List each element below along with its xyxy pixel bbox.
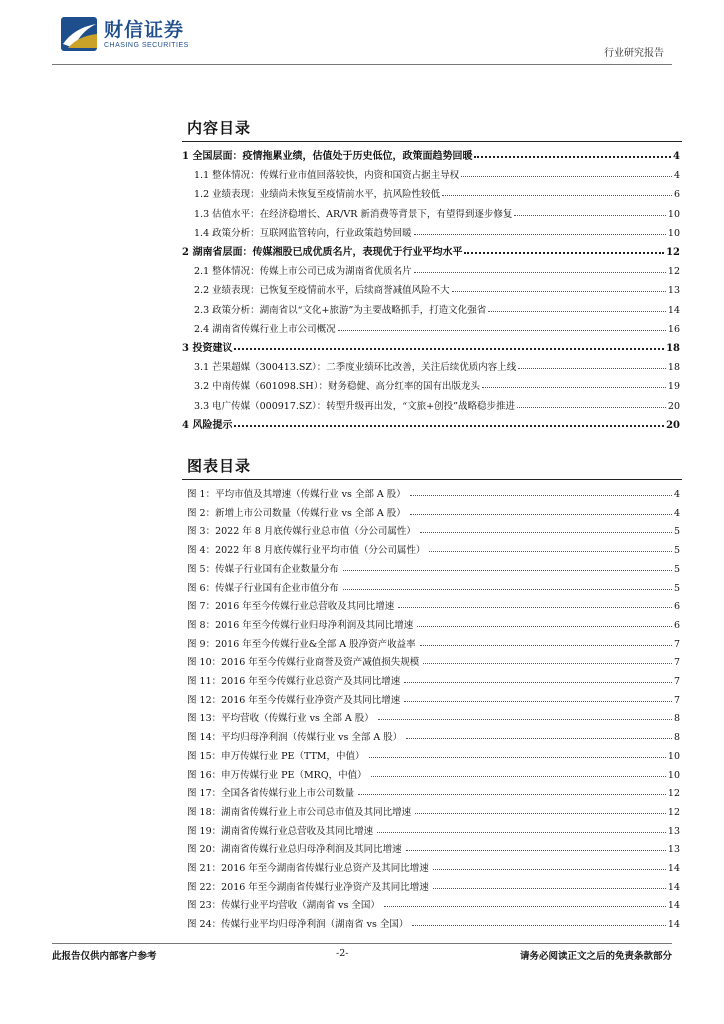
- dot-leader: [406, 738, 672, 739]
- figure-entry-label: 图 12：2016 年至今传媒行业净资产及其同比增速: [187, 694, 401, 706]
- figure-entry-label: 图 21：2016 年至今湖南省传媒行业总资产及其同比增速: [187, 863, 429, 874]
- figure-entry-page: 4: [673, 507, 680, 519]
- figure-entry-label: 图 11：2016 年至今传媒行业总资产及其同比增速: [187, 676, 401, 687]
- figure-entry[interactable]: [187, 650, 680, 668]
- dot-leader: [415, 813, 666, 814]
- dot-leader: [452, 291, 666, 292]
- toc-entry-page: 10: [667, 227, 680, 239]
- toc-entry-label: 3.3 电广传媒（000917.SZ）：转型升级再出发，“文旅+创投”战略稳步推进: [194, 400, 515, 412]
- toc-entry-label: 4 风险提示: [182, 419, 233, 431]
- figure-entry[interactable]: [187, 837, 680, 855]
- toc-entry[interactable]: [182, 355, 680, 373]
- figure-entry-page: 4: [673, 489, 680, 500]
- figure-entry-page: 13: [667, 825, 680, 837]
- dot-leader: [398, 607, 672, 608]
- toc-entry-label: 3.1 芒果超媒（300413.SZ）：二季度业绩环比改善，关注后续优质内容上线: [194, 362, 517, 374]
- figure-entry[interactable]: [187, 669, 680, 687]
- figure-entry-page: 8: [673, 713, 680, 725]
- figures-title-rule: [182, 479, 682, 480]
- toc-entry-label: 2.2 业绩表现：已恢复至疫情前水平，后续商誉减值风险不大: [194, 285, 450, 297]
- figure-entry-label: 图 4：2022 年 8 月底传媒行业平均市值（分公司属性）: [187, 545, 426, 557]
- figure-entry-label: 图 16：申万传媒行业 PE（MRQ，中值）: [187, 769, 367, 781]
- page-number: -2-: [336, 948, 349, 959]
- figure-entry-label: 图 24：传媒行业平均归母净利润（湖南省 vs 全国）: [187, 919, 409, 931]
- toc-entry[interactable]: [182, 202, 680, 220]
- toc-entry-page: 14: [667, 304, 680, 316]
- figure-entry[interactable]: [187, 781, 680, 799]
- figure-entry[interactable]: [187, 912, 680, 930]
- toc-entry-label: 2.1 整体情况：传媒上市公司已成为湖南省优质名片: [194, 266, 412, 278]
- toc-entry-page: 18: [667, 362, 680, 374]
- toc-entry-page: 19: [667, 381, 680, 393]
- toc-entry-label: 1 全国层面：疫情拖累业绩，估值处于历史低位，政策面趋势回暖: [182, 151, 473, 162]
- dot-leader: [474, 156, 671, 158]
- footer-disclaimer-right: 请务必阅读正文之后的免责条款部分: [519, 951, 672, 962]
- dot-leader: [338, 330, 666, 331]
- dot-leader: [358, 794, 666, 795]
- toc-entry-page: 4: [673, 151, 680, 162]
- logo-chinese-name: 财信证券: [104, 19, 185, 41]
- dot-leader: [234, 425, 664, 427]
- footer-divider: [52, 943, 672, 944]
- toc-entry[interactable]: [182, 374, 680, 392]
- dot-leader: [514, 215, 666, 216]
- figure-entry-page: 14: [667, 863, 680, 874]
- figure-entry-label: 图 20：湖南省传媒行业总归母净利润及其同比增速: [187, 844, 402, 856]
- toc-entry[interactable]: [182, 221, 680, 239]
- figure-entry[interactable]: [187, 594, 680, 612]
- figure-entry-page: 14: [667, 881, 680, 893]
- toc-entry-page: 18: [666, 343, 680, 354]
- figure-entry-label: 图 10：2016 年至今传媒行业商誉及资产减值损失规模: [187, 657, 420, 669]
- figure-entry-page: 12: [667, 806, 680, 818]
- toc-entry-label: 1.2 业绩表现：业绩尚未恢复至疫情前水平，抗风险性较低: [194, 189, 441, 201]
- toc-entry-label: 3 投资建议: [182, 343, 233, 354]
- figure-entry-label: 图 13：平均营收（传媒行业 vs 全部 A 股）: [187, 713, 374, 725]
- figure-entry-page: 14: [667, 900, 680, 912]
- figure-entry[interactable]: [187, 706, 680, 724]
- toc-entry-label: 1.3 估值水平：在经济稳增长、AR/VR 新消费等背景下，有望得到逐步修复: [194, 208, 513, 220]
- dot-leader: [420, 645, 672, 646]
- dot-leader: [369, 757, 666, 758]
- figure-entry[interactable]: [187, 501, 680, 519]
- footer-disclaimer-left: 此报告仅供内部客户参考: [52, 951, 157, 962]
- company-logo-icon: [60, 14, 100, 54]
- toc-entry-page: 13: [667, 285, 680, 297]
- figure-entry-page: 6: [673, 619, 680, 631]
- toc-entry[interactable]: [182, 298, 680, 316]
- toc-entry[interactable]: [182, 278, 680, 296]
- figure-entry[interactable]: [187, 632, 680, 650]
- dot-leader: [433, 869, 666, 870]
- dot-leader: [420, 532, 672, 533]
- dot-leader: [429, 551, 672, 552]
- figure-entry[interactable]: [187, 819, 680, 837]
- toc-entry-label: 1.4 政策分析：互联网监管转向，行业政策趋势回暖: [194, 227, 412, 239]
- figure-entry[interactable]: [187, 763, 680, 781]
- toc-entry-page: 6: [673, 189, 680, 201]
- figure-entry-page: 5: [673, 582, 680, 594]
- figure-entry-label: 图 15：申万传媒行业 PE（TTM，中值）: [187, 750, 365, 762]
- toc-entry-label: 2 湖南省层面：传媒湘股已成优质名片，表现优于行业平均水平: [182, 247, 463, 258]
- toc-entry-page: 20: [666, 419, 680, 431]
- dot-leader: [378, 719, 672, 720]
- figure-entry-label: 图 14：平均归母净利润（传媒行业 vs 全部 A 股）: [187, 732, 403, 744]
- figure-entry[interactable]: [187, 856, 680, 874]
- toc-entry[interactable]: [182, 336, 680, 354]
- toc-entry-label: 3.2 中南传媒（601098.SH）：财务稳健、高分红率的国有出版龙头: [194, 381, 480, 393]
- figure-entry[interactable]: [187, 519, 680, 537]
- toc-entry[interactable]: [182, 259, 680, 277]
- figure-entry-page: 7: [673, 694, 680, 706]
- figure-entry-page: 7: [673, 638, 680, 650]
- logo-english-name: CHASING SECURITIES: [104, 42, 189, 49]
- dot-leader: [488, 311, 666, 312]
- toc-entry[interactable]: [182, 182, 680, 200]
- toc-entry-page: 12: [666, 247, 680, 258]
- figure-entry[interactable]: [187, 613, 680, 631]
- toc-entry[interactable]: [182, 317, 680, 335]
- figure-entry[interactable]: [187, 800, 680, 818]
- figure-entry-label: 图 9：2016 年至今传媒行业&全部 A 股净资产收益率: [187, 638, 416, 650]
- figure-entry-page: 8: [673, 732, 680, 744]
- toc-entry-label: 2.4 湖南省传媒行业上市公司概况: [194, 323, 336, 335]
- dot-leader: [518, 368, 666, 369]
- figure-entry-label: 图 18：湖南省传媒行业上市公司总市值及其同比增速: [187, 806, 412, 818]
- figure-entry[interactable]: [187, 893, 680, 911]
- dot-leader: [343, 589, 672, 590]
- dot-leader: [517, 407, 666, 408]
- dot-leader: [482, 387, 666, 388]
- figure-entry-page: 13: [667, 844, 680, 856]
- toc-title: 内容目录: [187, 119, 252, 137]
- figure-entry[interactable]: [187, 725, 680, 743]
- toc-entry-label: 2.3 政策分析：湖南省以“文化+旅游”为主要战略抓手，打造文化强省: [194, 304, 487, 316]
- toc-entry-page: 10: [667, 208, 680, 220]
- dot-leader: [461, 176, 672, 177]
- dot-leader: [234, 348, 664, 350]
- figure-entry-label: 图 22：2016 年至今湖南省传媒行业净资产及其同比增速: [187, 881, 429, 893]
- dot-leader: [442, 195, 672, 196]
- header-divider: [52, 64, 672, 65]
- figure-entry[interactable]: [187, 576, 680, 594]
- figure-entry-page: 5: [673, 526, 680, 538]
- figure-entry-page: 10: [667, 769, 680, 781]
- figure-entry-page: 7: [673, 676, 680, 687]
- figure-entry-page: 12: [667, 788, 680, 800]
- dot-leader: [404, 701, 672, 702]
- toc-entry[interactable]: [182, 413, 680, 431]
- figure-entry[interactable]: [187, 538, 680, 556]
- figure-entry-label: 图 23：传媒行业平均营收（湖南省 vs 全国）: [187, 900, 380, 912]
- dot-leader: [343, 570, 672, 571]
- figure-entry-label: 图 8：2016 年至今传媒行业归母净利润及其同比增速: [187, 619, 414, 631]
- company-logo: [60, 14, 189, 54]
- toc-entry-label: 1.1 整体情况：传媒行业市值回落较快，内资和国资占据主导权: [194, 170, 460, 182]
- figure-entry-label: 图 3：2022 年 8 月底传媒行业总市值（分公司属性）: [187, 526, 416, 538]
- figures-title: 图表目录: [187, 457, 252, 475]
- toc-entry[interactable]: [182, 394, 680, 412]
- figure-entry-label: 图 2：新增上市公司数量（传媒行业 vs 全部 A 股）: [187, 507, 406, 519]
- dot-leader: [410, 495, 672, 496]
- dot-leader: [406, 850, 666, 851]
- toc-entry[interactable]: [182, 144, 680, 162]
- figure-entry-label: 图 5：传媒子行业国有企业数量分布: [187, 563, 339, 575]
- toc-entry[interactable]: [182, 240, 680, 258]
- figure-entry[interactable]: [187, 557, 680, 575]
- toc-entry-page: 4: [673, 170, 680, 182]
- figure-entry-page: 5: [673, 563, 680, 575]
- dot-leader: [410, 514, 672, 515]
- dot-leader: [404, 682, 672, 683]
- figure-entry-label: 图 19：湖南省传媒行业总营收及其同比增速: [187, 825, 374, 837]
- dot-leader: [412, 925, 666, 926]
- dot-leader: [417, 626, 672, 627]
- figure-entry-page: 14: [667, 919, 680, 931]
- figure-entry-label: 图 6：传媒子行业国有企业市值分布: [187, 582, 339, 594]
- toc-title-rule: [182, 141, 682, 142]
- dot-leader: [414, 272, 666, 273]
- toc-entry[interactable]: [182, 163, 680, 181]
- figure-entry-page: 7: [673, 657, 680, 669]
- document-type-label: 行业研究报告: [604, 48, 664, 59]
- figure-entry[interactable]: [187, 875, 680, 893]
- figure-entry[interactable]: [187, 482, 680, 500]
- dot-leader: [433, 888, 666, 889]
- dot-leader: [377, 832, 666, 833]
- figure-entry-label: 图 7：2016 年至今传媒行业总营收及其同比增速: [187, 601, 395, 613]
- dot-leader: [384, 906, 666, 907]
- figure-entry-label: 图 1：平均市值及其增速（传媒行业 vs 全部 A 股）: [187, 489, 406, 500]
- figure-entry[interactable]: [187, 744, 680, 762]
- figure-entry-label: 图 17：全国各省传媒行业上市公司数量: [187, 788, 355, 800]
- toc-entry-page: 16: [667, 323, 680, 335]
- dot-leader: [371, 776, 666, 777]
- dot-leader: [414, 234, 666, 235]
- toc-entry-page: 12: [667, 266, 680, 278]
- figure-entry[interactable]: [187, 688, 680, 706]
- dot-leader: [423, 663, 672, 664]
- figure-entry-page: 10: [667, 750, 680, 762]
- figure-entry-page: 6: [673, 601, 680, 613]
- dot-leader: [464, 252, 664, 254]
- figure-entry-page: 5: [673, 545, 680, 557]
- toc-entry-page: 20: [667, 400, 680, 412]
